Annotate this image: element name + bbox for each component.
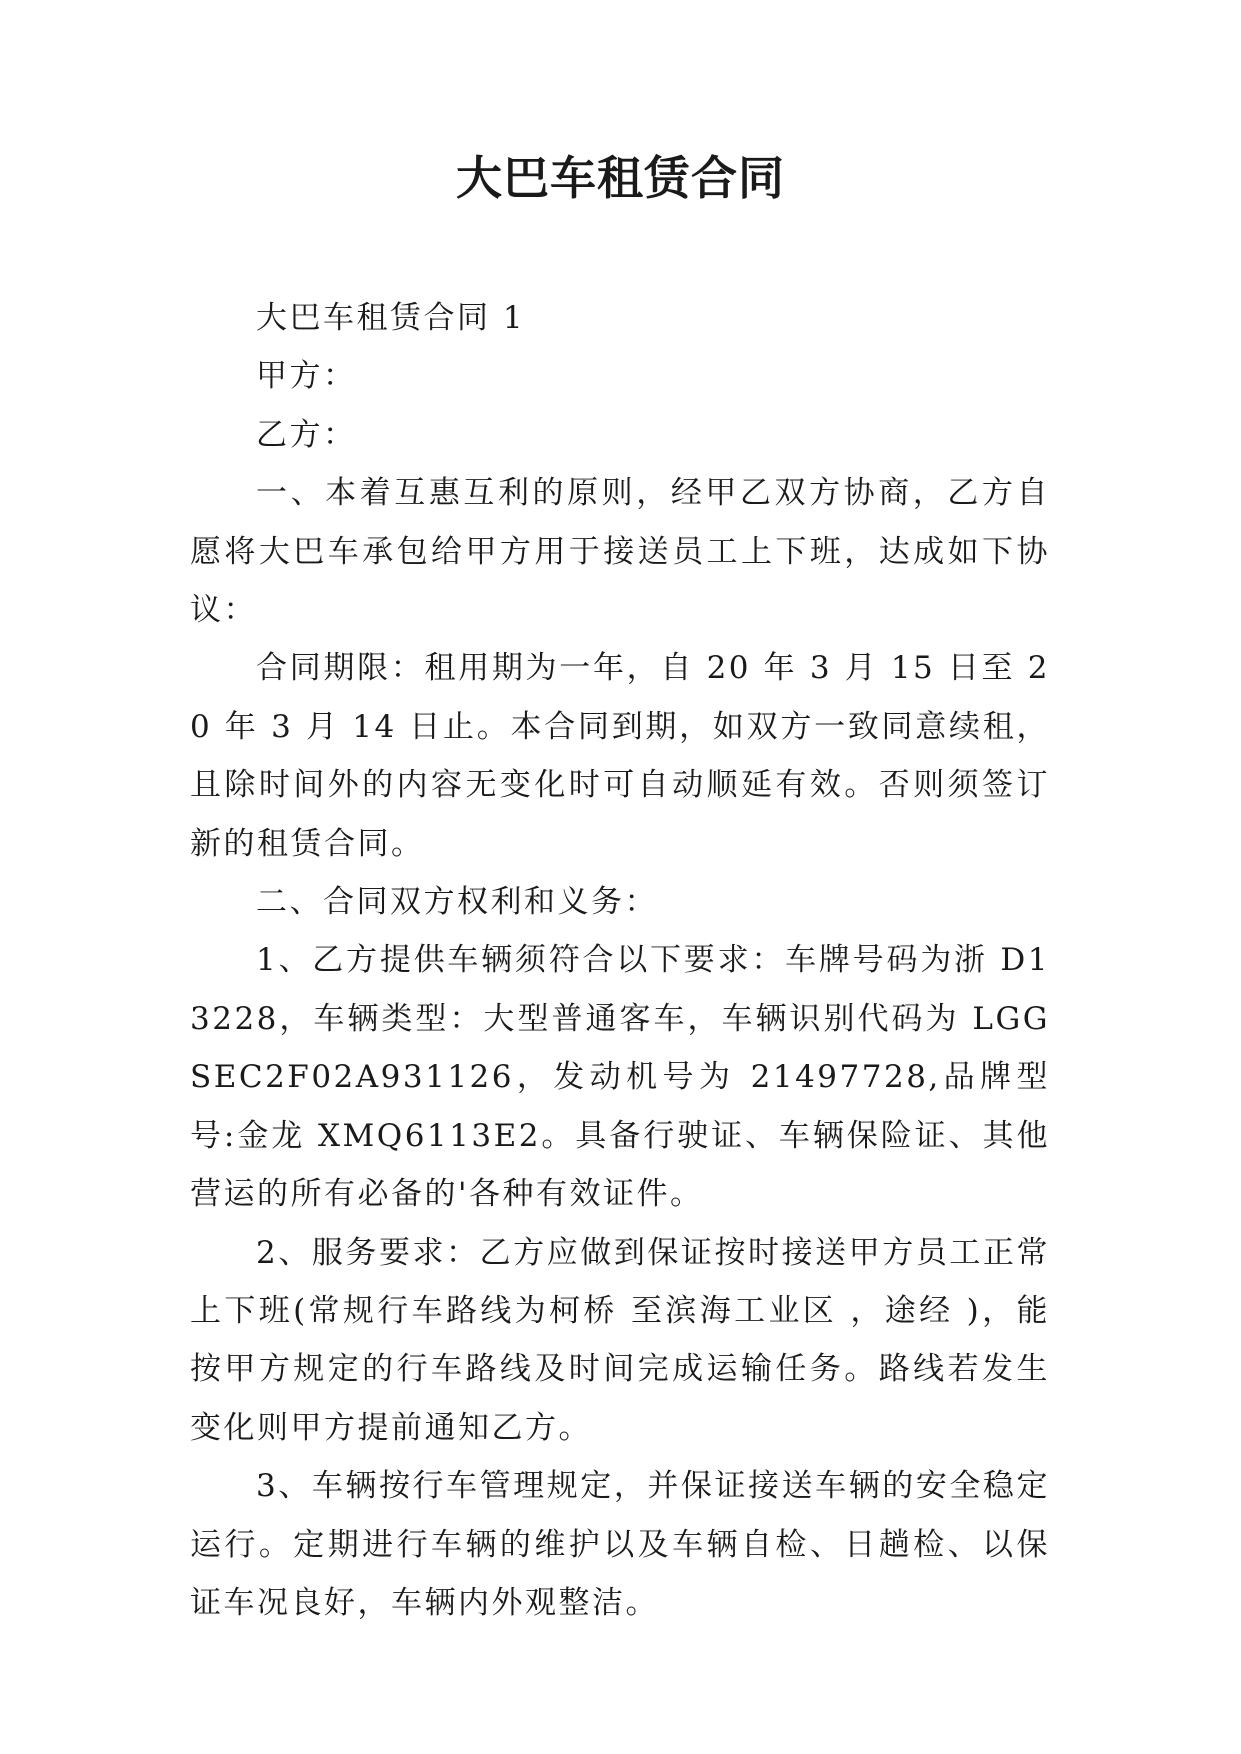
clause-two-heading: 二、合同双方权利和义务： <box>256 884 658 921</box>
clause-one-paragraph: 一、本着互惠互利的原则，经甲乙双方协商，乙方自愿将大巴车承包给甲方用于接送员工上下班，达成如下协议： <box>190 475 1050 629</box>
contract-term-paragraph: 合同期限：租用期为一年，自 20 年 3 月 15 日至 20 年 3 月 14 日止。本合同到期，如双方一致同意续租，且除时间外的内容无变化时可自动顺延有效。否则须签订新的租赁合同。 <box>190 650 1050 862</box>
document-body <box>190 289 1050 1632</box>
document-title: 大巴车租赁合同 <box>456 151 785 205</box>
party-b-line: 乙方： <box>256 416 357 453</box>
party-a-line: 甲方： <box>256 358 357 395</box>
vehicle-requirements-paragraph: 1、乙方提供车辆须符合以下要求：车牌号码为浙 D13228，车辆类型：大型普通客车，车辆识别代码为 LGGSEC2F02A931126，发动机号为 21497728,品牌型号:金龙 XMQ6113E2。具备行驶证、车辆保险证、其他营运的所有必备的'各种有效证件。 <box>190 942 1050 1213</box>
service-requirements-paragraph: 2、服务要求：乙方应做到保证按时接送甲方员工正常上下班(常规行车路线为柯桥 至滨海工业区 ，途经 )，能按甲方规定的行车路线及时间完成运输任务。路线若发生变化则甲方提前通知乙方。 <box>190 1234 1050 1446</box>
contract-heading-line: 大巴车租赁合同 1 <box>256 300 526 336</box>
vehicle-management-paragraph: 3、车辆按行车管理规定，并保证接送车辆的安全稳定运行。定期进行车辆的维护以及车辆自检、日趟检、以保证车况良好，车辆内外观整洁。 <box>190 1468 1050 1621</box>
